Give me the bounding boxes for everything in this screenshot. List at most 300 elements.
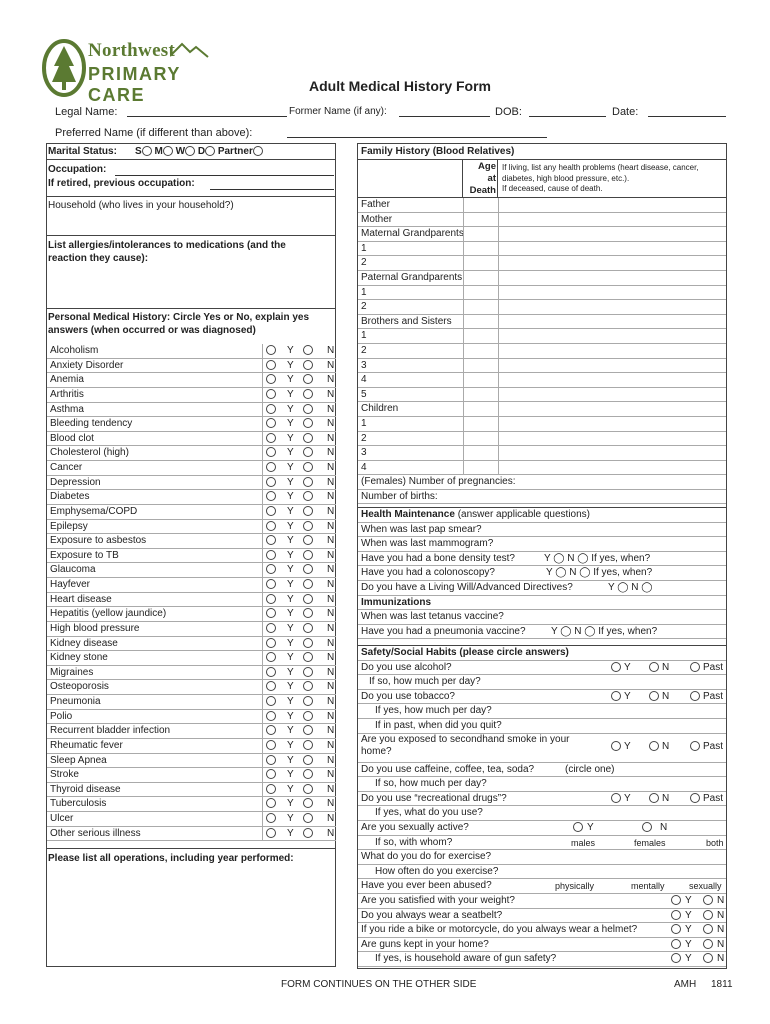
at-label: at (487, 173, 496, 184)
immunizations-header: Immunizations (361, 596, 432, 608)
safety-row (358, 894, 726, 909)
yes-radio[interactable] (266, 798, 276, 808)
no-radio[interactable] (303, 755, 313, 765)
condition-row (47, 768, 336, 783)
no-radio[interactable] (303, 360, 313, 370)
no-label: N (327, 447, 335, 459)
condition-label: Migraines (50, 666, 94, 678)
preferred-name-field[interactable] (287, 137, 547, 138)
yes-label: Y (287, 769, 294, 781)
pap-row[interactable] (358, 523, 726, 538)
yn-cells (262, 768, 336, 782)
past-radio[interactable] (690, 793, 700, 803)
no-radio[interactable] (303, 696, 313, 706)
n-radio[interactable] (649, 691, 659, 701)
guns-label: Are guns kept in your home? (361, 938, 489, 950)
family-row-label: 1 (361, 330, 367, 342)
col-divider (463, 432, 464, 446)
no-label: N (327, 769, 335, 781)
col-divider (498, 388, 499, 402)
condition-label: Anxiety Disorder (50, 359, 124, 371)
no-radio[interactable] (303, 638, 313, 648)
y-radio[interactable] (611, 691, 621, 701)
family-row[interactable] (358, 300, 726, 315)
safety-social-habits (358, 646, 726, 967)
family-row[interactable] (358, 432, 726, 447)
family-row[interactable] (358, 256, 726, 271)
yes-label: Y (287, 652, 294, 664)
marital-partner-radio[interactable] (253, 146, 263, 156)
yes-radio[interactable] (266, 389, 276, 399)
yes-radio[interactable] (266, 506, 276, 516)
condition-row (47, 593, 336, 608)
no-radio[interactable] (303, 623, 313, 633)
yes-radio[interactable] (266, 345, 276, 355)
condition-label: Rheumatic fever (50, 739, 123, 751)
y-radio[interactable] (671, 924, 681, 934)
caffeine-how-label: If so, how much per day? (375, 778, 487, 790)
no-radio[interactable] (303, 681, 313, 691)
yes-label: Y (287, 710, 294, 722)
yes-radio[interactable] (266, 433, 276, 443)
y-radio[interactable] (611, 741, 621, 751)
y-radio[interactable] (611, 662, 621, 672)
yes-label: Y (287, 681, 294, 693)
yes-radio[interactable] (266, 667, 276, 677)
marital-s-radio[interactable] (142, 146, 152, 156)
mammo-row[interactable] (358, 537, 726, 552)
yes-label: Y (287, 418, 294, 430)
no-label: N (327, 520, 335, 532)
yes-radio[interactable] (266, 828, 276, 838)
condition-label: Hepatitis (yellow jaundice) (50, 608, 167, 620)
yes-radio[interactable] (266, 491, 276, 501)
tobacco-label: Do you use tobacco? (361, 690, 455, 702)
condition-row (47, 680, 336, 695)
past-label: Past (703, 661, 724, 673)
yes-radio[interactable] (266, 652, 276, 662)
physically-option[interactable]: physically (555, 881, 595, 892)
yes-label: Y (287, 476, 294, 488)
no-radio[interactable] (303, 711, 313, 721)
yn-cells (262, 724, 336, 738)
condition-row (47, 359, 336, 374)
retired-label: If retired, previous occupation: (48, 178, 195, 189)
no-label: N (327, 783, 335, 795)
safety-row (358, 923, 726, 938)
n-radio[interactable] (703, 924, 713, 934)
n-radio[interactable] (703, 910, 713, 920)
date-field[interactable] (648, 116, 726, 117)
yes-label: Y (287, 520, 294, 532)
family-row[interactable] (358, 490, 726, 505)
condition-row (47, 783, 336, 798)
family-row[interactable] (358, 475, 726, 490)
past-label: Past (703, 740, 724, 752)
family-row-label: Father (361, 199, 390, 210)
safety-row (358, 690, 726, 705)
family-row[interactable] (358, 388, 726, 403)
drugs-label: Do you use “recreational drugs”? (361, 792, 507, 804)
bone-label: Have you had a bone density test? (361, 552, 515, 564)
yn-cells (262, 417, 336, 431)
no-radio[interactable] (303, 535, 313, 545)
no-radio[interactable] (303, 418, 313, 428)
past-radio[interactable] (690, 691, 700, 701)
family-row-label: Number of births: (361, 490, 438, 502)
condition-label: Emphysema/COPD (50, 505, 138, 517)
yes-radio[interactable] (266, 579, 276, 589)
family-row-label: Paternal Grandparents (361, 271, 463, 283)
condition-label: Kidney disease (50, 637, 118, 649)
no-radio[interactable] (303, 521, 313, 531)
col-divider (498, 227, 499, 241)
abused-label: Have you ever been abused? (361, 880, 492, 892)
condition-row (47, 666, 336, 681)
condition-row (47, 578, 336, 593)
condition-label: Sleep Apnea (50, 754, 107, 766)
condition-label: Alcoholism (50, 345, 99, 356)
n-radio[interactable] (649, 741, 659, 751)
divider (497, 159, 498, 197)
yes-radio[interactable] (266, 360, 276, 370)
family-row-label: Mother (361, 213, 393, 225)
no-radio[interactable] (303, 389, 313, 399)
age-label: Age (478, 161, 496, 172)
tetanus-row[interactable] (358, 610, 726, 625)
yes-label: Y (287, 827, 294, 839)
health-header: Health Maintenance (361, 509, 455, 520)
marital-w-radio[interactable] (185, 146, 195, 156)
y-radio[interactable] (573, 822, 583, 832)
no-radio[interactable] (303, 725, 313, 735)
yes-radio[interactable] (266, 608, 276, 618)
yes-radio[interactable] (266, 564, 276, 574)
no-radio[interactable] (303, 579, 313, 589)
y-radio[interactable] (671, 953, 681, 963)
y-radio[interactable] (671, 939, 681, 949)
col-divider (463, 417, 464, 431)
yn-cells (262, 403, 336, 417)
yes-radio[interactable] (266, 755, 276, 765)
no-radio[interactable] (303, 594, 313, 604)
allergies-label: List allergies/intolerances to medications (and the reaction they cause): (48, 240, 286, 264)
yes-radio[interactable] (266, 374, 276, 384)
safety-row (358, 806, 726, 821)
y-label: Y (685, 953, 692, 965)
n-radio[interactable] (649, 662, 659, 672)
yn-cells (262, 432, 336, 446)
no-radio[interactable] (303, 477, 313, 487)
condition-row (47, 534, 336, 549)
will-yn[interactable]: Y ◯ N ◯ (608, 581, 653, 593)
no-label: N (327, 403, 335, 415)
y-radio[interactable] (671, 910, 681, 920)
condition-label: Epilepsy (50, 520, 88, 532)
sexually-option[interactable]: sexually (689, 881, 722, 892)
helmet-label: If you ride a bike or motorcycle, do you always wear a helmet? (361, 924, 638, 936)
past-radio[interactable] (690, 741, 700, 751)
operations-box[interactable] (46, 849, 336, 967)
safety-row (358, 646, 726, 661)
no-radio[interactable] (303, 447, 313, 457)
yn-cells (262, 754, 336, 768)
pneumonia-label: Have you had a pneumonia vaccine? (361, 625, 526, 637)
pmh-header: Personal Medical History: Circle Yes or No, explain yes answers (when occurred or was diagnosed) (48, 312, 310, 336)
yn-cells (262, 666, 336, 680)
yes-radio[interactable] (266, 447, 276, 457)
no-radio[interactable] (303, 462, 313, 472)
n-label: N (717, 953, 725, 965)
family-row[interactable] (358, 359, 726, 374)
no-radio[interactable] (303, 433, 313, 443)
condition-row (47, 461, 336, 476)
family-row[interactable] (358, 227, 726, 242)
no-radio[interactable] (303, 550, 313, 560)
family-row-label: 2 (361, 344, 367, 356)
yn-cells (262, 637, 336, 651)
alcohol-label: Do you use alcohol? (361, 661, 452, 673)
seatbelt-label: Do you always wear a seatbelt? (361, 909, 503, 921)
no-label: N (327, 813, 335, 824)
marital-status-label: Marital Status: (48, 146, 117, 157)
exercise-label: What do you do for exercise? (361, 851, 492, 863)
colon-yn[interactable]: Y ◯ N ◯ If yes, when? (546, 567, 653, 579)
past-radio[interactable] (690, 662, 700, 672)
yes-radio[interactable] (266, 784, 276, 794)
marital-d: D (197, 146, 206, 157)
yes-radio[interactable] (266, 638, 276, 648)
col-divider (498, 271, 499, 285)
yn-cells (262, 549, 336, 563)
no-radio[interactable] (303, 740, 313, 750)
no-radio[interactable] (303, 506, 313, 516)
occupation-field[interactable] (115, 175, 334, 176)
former-name-field[interactable] (399, 116, 490, 117)
no-radio[interactable] (303, 652, 313, 662)
health-header-note: (answer applicable questions) (457, 509, 590, 520)
no-label: N (327, 564, 335, 576)
yn-cells (262, 651, 336, 665)
safety-row (358, 879, 726, 894)
no-radio[interactable] (303, 608, 313, 618)
mammo-label: When was last mammogram? (361, 538, 494, 550)
yes-radio[interactable] (266, 813, 276, 823)
n-radio[interactable] (703, 939, 713, 949)
family-row-label: 1 (361, 286, 367, 298)
condition-row (47, 695, 336, 710)
retired-field[interactable] (210, 189, 334, 190)
yes-radio[interactable] (266, 404, 276, 414)
yes-label: Y (287, 783, 294, 795)
yes-label: Y (287, 593, 294, 605)
family-row-label: 3 (361, 447, 367, 459)
family-row[interactable] (358, 213, 726, 228)
yes-radio[interactable] (266, 681, 276, 691)
col-divider (498, 213, 499, 227)
no-label: N (327, 652, 335, 664)
yn-cells (262, 359, 336, 373)
yes-radio[interactable] (266, 521, 276, 531)
no-radio[interactable] (303, 564, 313, 574)
yn-cells (262, 710, 336, 724)
safety-row (358, 909, 726, 924)
former-name-label: Former Name (if any): (289, 106, 387, 117)
yn-cells (262, 607, 336, 621)
yes-radio[interactable] (266, 418, 276, 428)
yes-label: Y (287, 491, 294, 503)
family-row[interactable] (358, 402, 726, 417)
family-row-label: 2 (361, 432, 367, 444)
pneumonia-yn[interactable]: Y ◯ N ◯ If yes, when? (551, 625, 658, 637)
divider (357, 159, 727, 160)
family-row-label: 4 (361, 461, 367, 473)
death-label: Death (469, 185, 496, 196)
no-label: N (327, 739, 335, 751)
col-divider (463, 198, 464, 212)
family-row[interactable] (358, 446, 726, 461)
caffeine-label: Do you use caffeine, coffee, tea, soda? (361, 763, 535, 775)
col-divider (498, 256, 499, 270)
no-label: N (327, 345, 335, 356)
males-option[interactable]: males (571, 837, 596, 848)
yes-radio[interactable] (266, 696, 276, 706)
females-option[interactable]: females (634, 837, 666, 848)
yes-label: Y (287, 345, 294, 356)
family-row[interactable] (358, 286, 726, 301)
marital-options (135, 146, 263, 157)
bone-yn[interactable]: Y ◯ N ◯ If yes, when? (544, 552, 651, 564)
no-radio[interactable] (303, 798, 313, 808)
yes-label: Y (287, 505, 294, 517)
yes-label: Y (287, 403, 294, 415)
condition-label: Glaucoma (50, 564, 96, 576)
family-note-line: If deceased, cause of death. (502, 184, 603, 193)
condition-label: Diabetes (50, 491, 90, 503)
family-row[interactable] (358, 242, 726, 257)
no-radio[interactable] (303, 491, 313, 501)
family-row[interactable] (358, 461, 726, 476)
yes-label: Y (287, 564, 294, 576)
family-row[interactable] (358, 329, 726, 344)
safety-header: Safety/Social Habits (please circle answers) (361, 647, 569, 658)
yes-label: Y (287, 608, 294, 620)
past-label: Past (703, 792, 724, 804)
yes-radio[interactable] (266, 594, 276, 604)
y-radio[interactable] (611, 793, 621, 803)
safety-row (358, 661, 726, 676)
no-label: N (327, 388, 335, 400)
yes-radio[interactable] (266, 711, 276, 721)
no-radio[interactable] (303, 784, 313, 794)
past-label: Past (703, 690, 724, 702)
safety-row (358, 675, 726, 690)
condition-row (47, 446, 336, 461)
yes-radio[interactable] (266, 462, 276, 472)
yn-cells (262, 476, 336, 490)
bone-row[interactable] (358, 552, 726, 567)
col-divider (498, 461, 499, 475)
y-radio[interactable] (671, 895, 681, 905)
n-radio[interactable] (642, 822, 652, 832)
family-note-line: If living, list any health problems (heart disease, cancer, (502, 163, 699, 172)
condition-row (47, 710, 336, 725)
age-at-death-header (463, 161, 496, 197)
no-label: N (327, 681, 335, 693)
marital-w: W (175, 146, 186, 157)
no-radio[interactable] (303, 769, 313, 779)
will-row[interactable] (358, 581, 726, 596)
n-label: N (662, 661, 670, 673)
yes-radio[interactable] (266, 623, 276, 633)
yes-radio[interactable] (266, 535, 276, 545)
col-divider (463, 213, 464, 227)
legal-name-field[interactable] (127, 116, 287, 117)
both-option[interactable]: both (706, 837, 724, 848)
yn-cells (262, 388, 336, 402)
yn-cells (262, 534, 336, 548)
family-row[interactable] (358, 198, 726, 213)
family-row[interactable] (358, 373, 726, 388)
col-divider (463, 227, 464, 241)
yes-radio[interactable] (266, 725, 276, 735)
marital-m-radio[interactable] (163, 146, 173, 156)
y-label: Y (624, 661, 631, 673)
safety-row (358, 821, 726, 836)
colon-row[interactable] (358, 566, 726, 581)
condition-row (47, 812, 336, 827)
yes-radio[interactable] (266, 477, 276, 487)
marital-d-radio[interactable] (205, 146, 215, 156)
no-radio[interactable] (303, 813, 313, 823)
no-radio[interactable] (303, 667, 313, 677)
n-radio[interactable] (703, 895, 713, 905)
divider (46, 308, 336, 309)
safety-row (358, 836, 726, 851)
family-row[interactable] (358, 344, 726, 359)
yn-cells (262, 783, 336, 797)
yn-cells (262, 695, 336, 709)
no-label: N (327, 418, 335, 430)
yes-radio[interactable] (266, 769, 276, 779)
col-divider (498, 242, 499, 256)
family-row[interactable] (358, 417, 726, 432)
y-label: Y (685, 938, 692, 950)
no-radio[interactable] (303, 374, 313, 384)
no-radio[interactable] (303, 345, 313, 355)
no-radio[interactable] (303, 828, 313, 838)
mentally-option[interactable]: mentally (631, 881, 665, 892)
condition-row (47, 432, 336, 447)
condition-label: Arthritis (50, 388, 84, 400)
safety-row (358, 704, 726, 719)
y-label: Y (685, 909, 692, 921)
yes-label: Y (287, 374, 294, 386)
n-radio[interactable] (703, 953, 713, 963)
condition-label: Hayfever (50, 579, 91, 590)
n-radio[interactable] (649, 793, 659, 803)
marital-m: M (154, 146, 163, 157)
pap-label: When was last pap smear? (361, 523, 482, 535)
family-row[interactable] (358, 271, 726, 286)
yes-radio[interactable] (266, 550, 276, 560)
dob-field[interactable] (529, 116, 606, 117)
family-row[interactable] (358, 315, 726, 330)
yn-cells (262, 578, 336, 592)
pneumonia-row[interactable] (358, 625, 726, 640)
yes-radio[interactable] (266, 740, 276, 750)
no-radio[interactable] (303, 404, 313, 414)
